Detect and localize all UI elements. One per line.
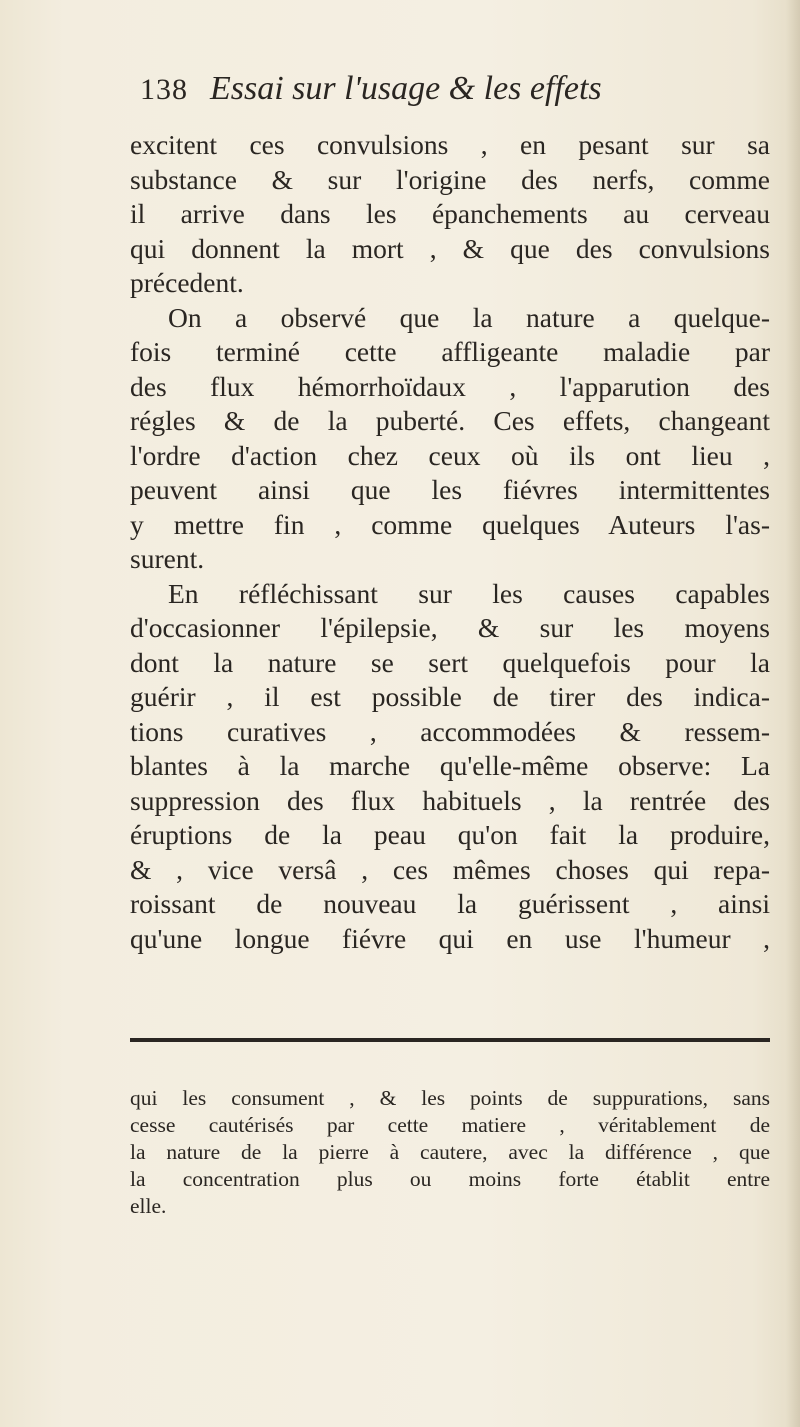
- footnote-text: [130, 1085, 770, 1220]
- text-line: roissant de nouveau la guérissent , ainsi: [130, 888, 770, 919]
- text-line: On a observé que la nature a quelque-: [168, 301, 770, 333]
- running-title: Essai sur l'usage & les effets: [210, 70, 602, 107]
- text-line: surent.: [130, 543, 205, 574]
- text-line: qui donnent la mort , & que des convulsions: [130, 232, 770, 264]
- text-line: régles & de la puberté. Ces effets, changeant: [130, 405, 770, 436]
- text-line: il arrive dans les épanchements au cerveau: [130, 198, 770, 229]
- text-line: qu'une longue fiévre qui en use l'humeur ,: [130, 922, 770, 954]
- page-number: 138: [140, 73, 188, 106]
- text-line: d'occasionner l'épilepsie, & sur les moyens: [130, 612, 770, 643]
- footnote-line: qui les consument , & les points de suppurations, sans: [130, 1086, 770, 1110]
- text-line: éruptions de la peau qu'on fait la produire,: [130, 819, 770, 850]
- text-line: y mettre fin , comme quelques Auteurs l'as-: [130, 508, 770, 540]
- text-line: En réfléchissant sur les causes capables: [168, 577, 770, 609]
- text-line: & , vice versâ , ces mêmes choses qui repa-: [130, 853, 770, 885]
- text-line: précedent.: [130, 267, 244, 298]
- main-text: [130, 128, 770, 956]
- text-line: blantes à la marche qu'elle-même observe: La: [130, 750, 770, 781]
- text-line: substance & sur l'origine des nerfs, comme: [130, 163, 770, 195]
- text-line: l'ordre d'action chez ceux où ils ont lieu ,: [130, 439, 770, 471]
- text-line: guérir , il est possible de tirer des indica-: [130, 681, 770, 712]
- text-line: dont la nature se sert quelquefois pour la: [130, 646, 770, 678]
- footnote-separator-rule: [130, 1038, 770, 1042]
- text-line: suppression des flux habituels , la rentrée des: [130, 784, 770, 816]
- footnote-line: la concentration plus ou moins forte établit entre: [130, 1167, 770, 1191]
- footnote-line: la nature de la pierre à cautere, avec la différence , que: [130, 1140, 770, 1164]
- text-line: des flux hémorrhoïdaux , l'apparution des: [130, 370, 770, 402]
- page-edge-shadow: [786, 0, 800, 1427]
- footnote-line: elle.: [130, 1194, 167, 1218]
- footnote-line: cesse cautérisés par cette matiere , véritablement de: [130, 1113, 770, 1137]
- text-line: fois terminé cette affligeante maladie par: [130, 336, 770, 367]
- text-line: tions curatives , accommodées & ressem-: [130, 715, 770, 747]
- text-line: excitent ces convulsions , en pesant sur sa: [130, 129, 770, 160]
- page-header: [140, 70, 760, 120]
- text-line: peuvent ainsi que les fiévres intermittentes: [130, 474, 770, 505]
